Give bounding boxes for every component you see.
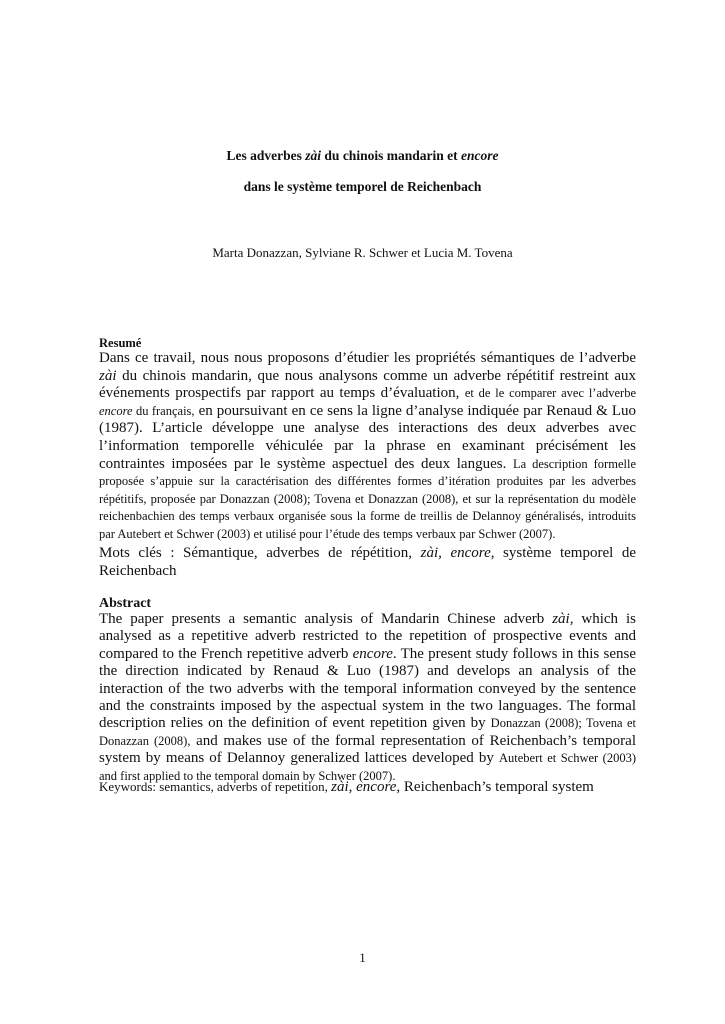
title-text: du chinois mandarin et	[321, 148, 461, 163]
mots-cles: Mots clés : Sémantique, adverbes de répétition, zài, encore, système temporel de Reichenbach	[99, 545, 637, 579]
keywords: Keywords: semantics, adverbs of repetition, zài, encore, Reichenbach’s temporal system	[99, 779, 594, 795]
title-italic-term: zài	[305, 148, 322, 163]
resume-heading: Resumé	[99, 336, 142, 350]
author-list: Marta Donazzan, Sylviane R. Schwer et Lucia M. Tovena	[212, 245, 513, 260]
title-italic-term: encore	[460, 148, 499, 163]
title-text: Les adverbes	[226, 148, 306, 163]
abstract-heading: Abstract	[99, 596, 152, 611]
resume-paragraph: Dans ce travail, nous nous proposons d’étudier les propriétés sémantiques de l’adverbe zài du chinois mandarin, que nous analysons comme un adverbe répétitif restreint aux événements prospectifs par rapport au temps d’évaluation, et de le comparer avec l’adverbe encore du français, en poursuivant en ce sens la ligne d’analyse indiquée par Renaud & Luo (1987). L’article développe une analyse des interactions des deux adverbes avec l’information temporelle véhiculée par la phrase en examinant précisément les contraintes imposées par le système aspectuel des deux langues. La description formelle proposée s’appuie sur la caractérisation des différentes formes d’itération produites par les adverbes répétitifs, proposée par Donazzan (2008); Tovena et Donazzan (2008), et sur la représentation du modèle reichenbachien des temps verbaux organisée sous la forme de treillis de Delannoy généralisés, introduits par Autebert et Schwer (2003) et utilisé pour l’étude des temps verbaux par Schwer (2007).	[99, 350, 637, 541]
abstract-paragraph: The paper presents a semantic analysis of Mandarin Chinese adverb zài, which is analysed as a repetitive adverb restricted to the repetition of prospective events and compared to the French repetitive adverb encore. The present study follows in this sense the direction indicated by Renaud & Luo (1987) and develops an analysis of the interaction of the two adverbs with the temporal information conveyed by the sentence and the constraints imposed by the aspectual system in the two languages. The formal description relies on the definition of event repetition given by Donazzan (2008); Tovena et Donazzan (2008), and makes use of the formal representation of Reichenbach’s temporal system by means of Delannoy generalized lattices developed by Autebert et Schwer (2003) and first applied to the temporal domain by Schwer (2007).	[99, 611, 636, 783]
page-number: 1	[359, 950, 366, 965]
paper-title-line-1	[0, 148, 725, 164]
paper-title-line-2: dans le système temporel de Reichenbach	[243, 179, 482, 194]
